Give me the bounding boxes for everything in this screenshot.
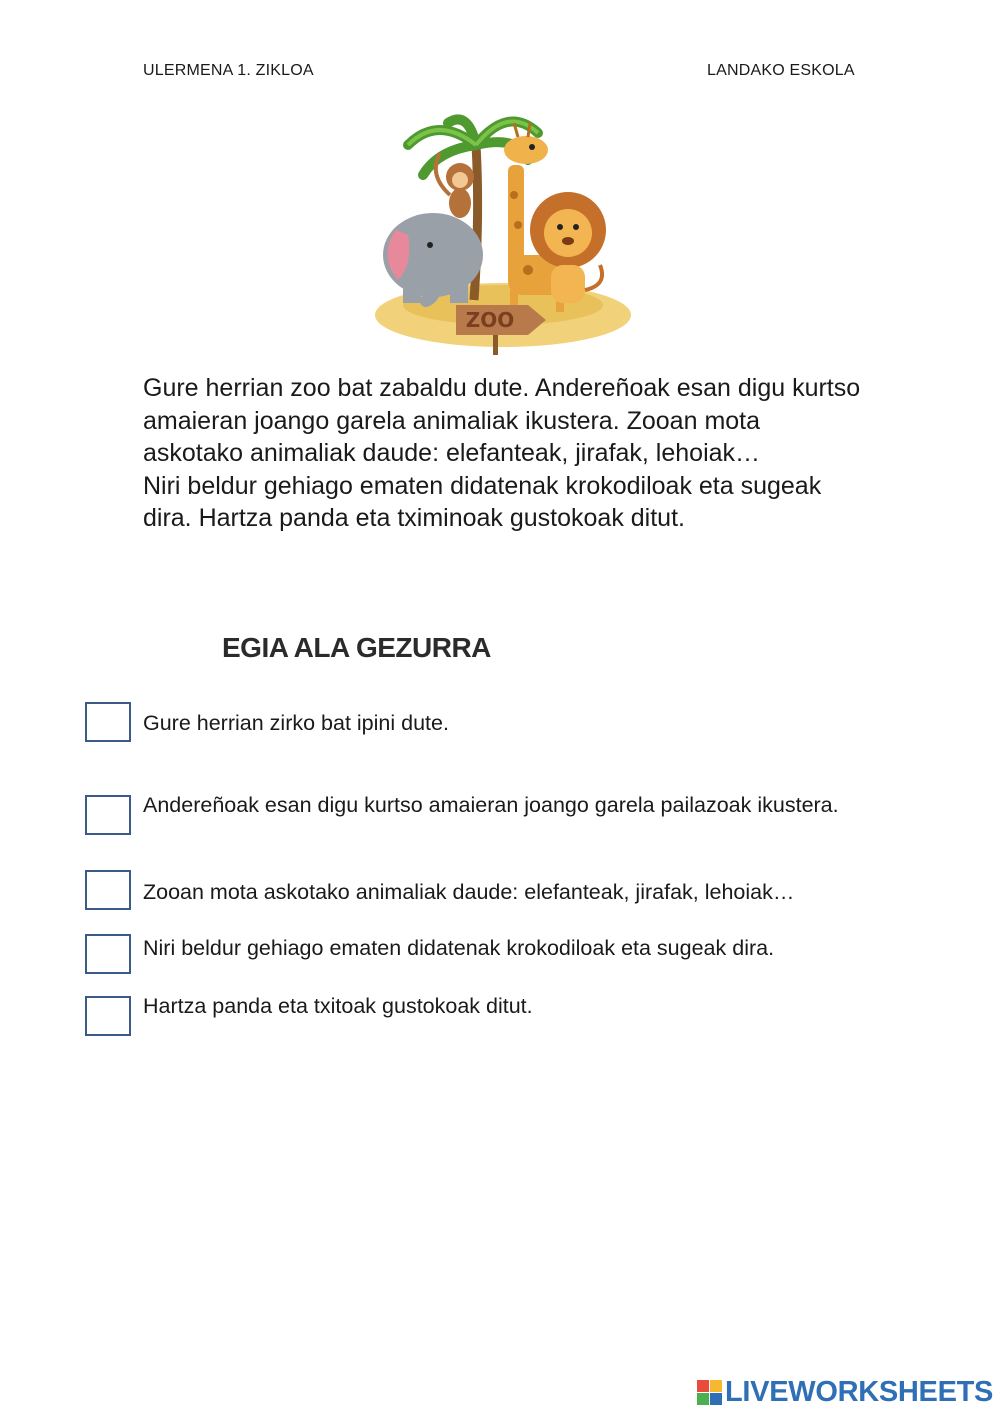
reading-passage — [143, 372, 863, 535]
passage-paragraph-2: Niri beldur gehiago ematen didatenak krokodiloak eta sugeak dira. Hartza panda eta tximinoak gustokoak ditut. — [143, 471, 822, 532]
statement-text: Hartza panda eta txitoak gustokoak ditut. — [143, 994, 533, 1018]
zoo-sign — [456, 305, 546, 355]
header-right: LANDAKO ESKOLA — [707, 62, 855, 79]
statement-text: Gure herrian zirko bat ipini dute. — [143, 711, 449, 735]
section-title: EGIA ALA GEZURRA — [222, 632, 491, 663]
passage-paragraph-1: Gure herrian zoo bat zabaldu dute. Andereñoak esan digu kurtso amaieran joango garela animaliak ikustera. Zooan mota askotako animaliak daude: elefanteak, jirafak, lehoiak… — [143, 374, 861, 467]
answer-checkbox[interactable] — [85, 795, 131, 835]
elephant — [383, 213, 483, 303]
liveworksheets-icon — [697, 1380, 723, 1406]
answer-checkbox[interactable] — [85, 702, 131, 742]
statement-text: Niri beldur gehiago ematen didatenak krokodiloak eta sugeak dira. — [143, 936, 775, 960]
answer-checkbox[interactable] — [85, 870, 131, 910]
zoo-sign-text: ZOO — [465, 308, 515, 332]
zoo-animals-illustration — [368, 105, 638, 360]
liveworksheets-brand: LIVEWORKSHEETS — [725, 1376, 994, 1408]
liveworksheets-logo — [697, 1375, 997, 1411]
answer-checkbox[interactable] — [85, 934, 131, 974]
statement-text: Andereñoak esan digu kurtso amaieran joango garela pailazoak ikustera. — [143, 793, 839, 817]
answer-checkbox[interactable] — [85, 996, 131, 1036]
statement-text: Zooan mota askotako animaliak daude: elefanteak, jirafak, lehoiak… — [143, 880, 795, 904]
monkey — [436, 153, 474, 218]
header-left: ULERMENA 1. ZIKLOA — [143, 62, 314, 79]
